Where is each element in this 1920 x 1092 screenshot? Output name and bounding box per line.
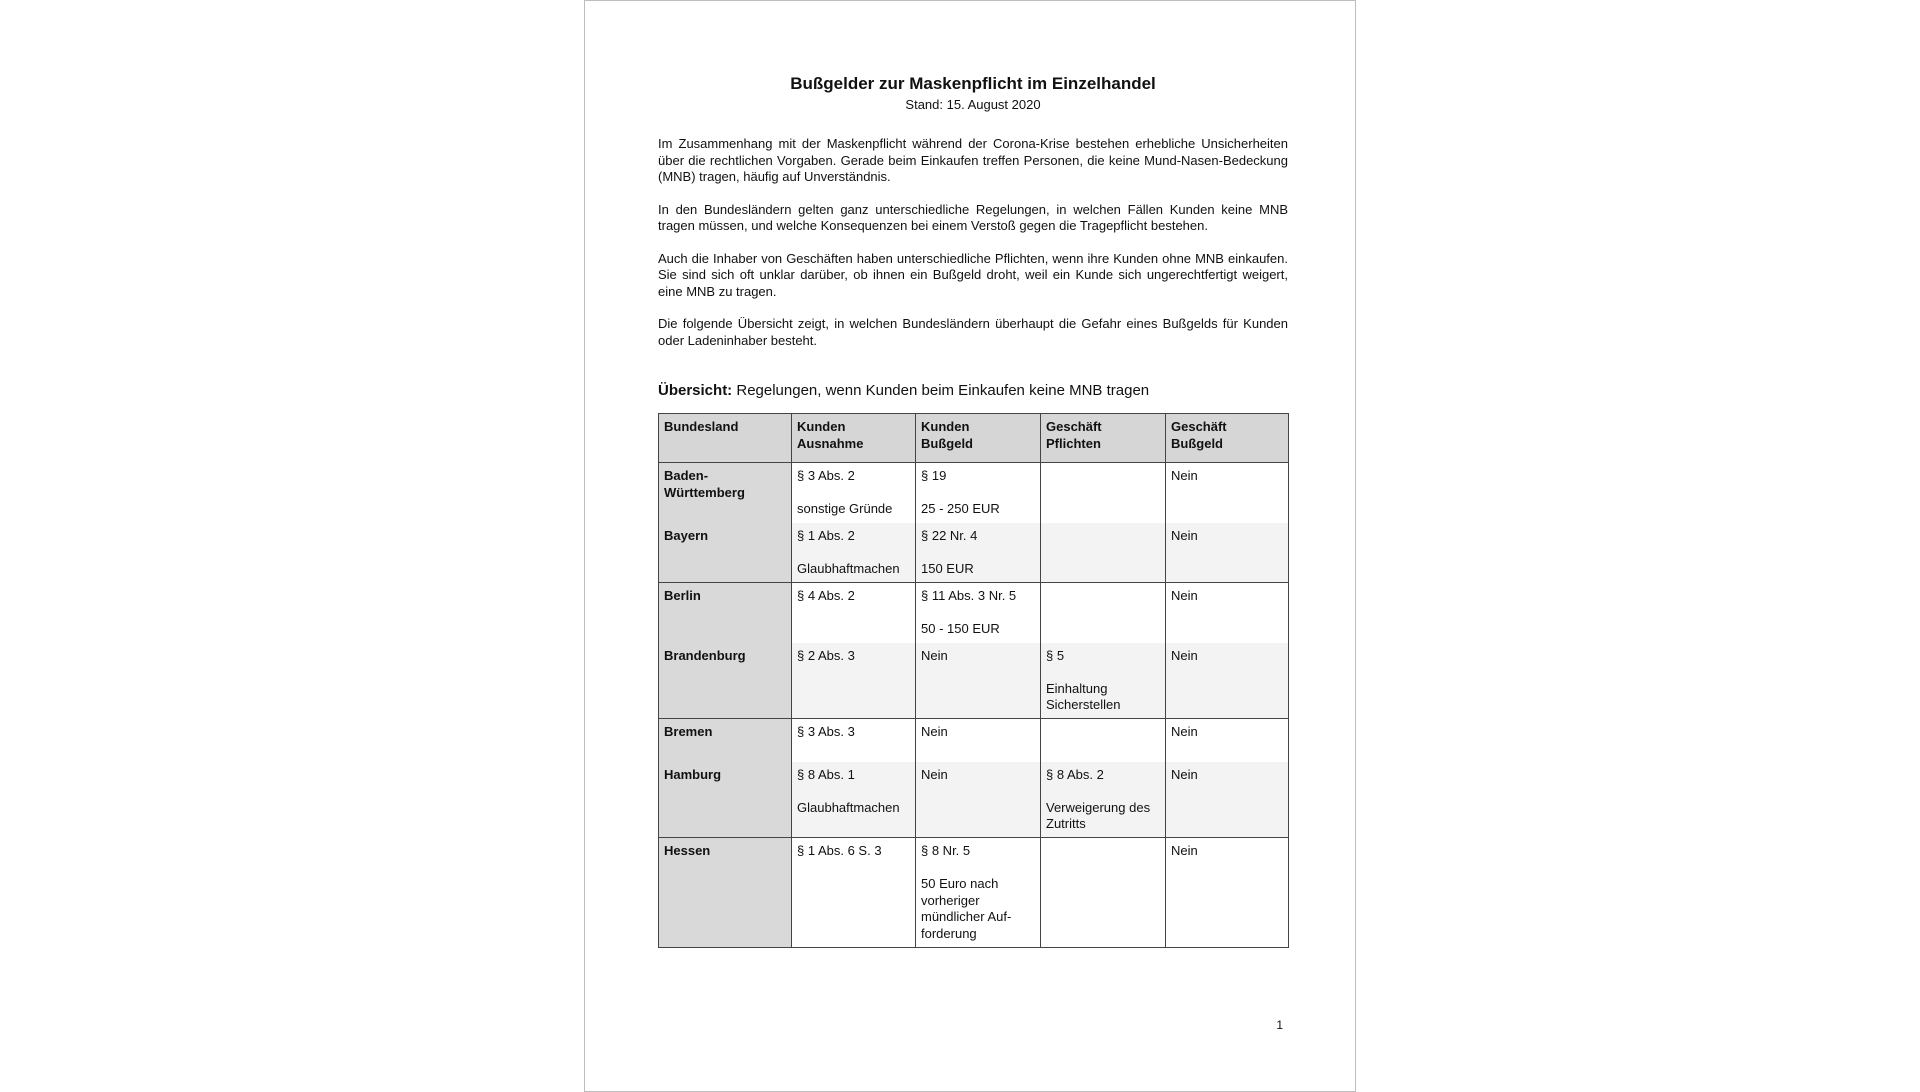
cell-state: Brandenburg <box>659 643 792 719</box>
document-page <box>584 0 1356 1092</box>
cell-pflichten: § 5 Einhaltung Sicherstellen <box>1041 643 1166 719</box>
cell-pflichten: § 8 Abs. 2 Verweigerung des Zutritts <box>1041 762 1166 838</box>
cell-bussgeld: Nein <box>916 643 1041 719</box>
table-row <box>659 523 1289 583</box>
header-bundesland: Bundesland <box>659 414 792 463</box>
paragraph: In den Bundesländern gelten ganz unterschiedliche Regelungen, in welchen Fällen Kunden keine MNB tragen müssen, und welche Konsequenzen bei einem Verstoß gegen die Tragepflicht bestehen. <box>658 201 1288 233</box>
cell-ausnahme: § 3 Abs. 2 sonstige Gründe <box>792 463 916 523</box>
cell-ausnahme: § 1 Abs. 6 S. 3 <box>792 838 916 948</box>
cell-pflichten <box>1041 583 1166 643</box>
cell-geschaeft-bussgeld: Nein <box>1166 838 1289 948</box>
cell-geschaeft-bussgeld: Nein <box>1166 719 1289 762</box>
overview-text: Regelungen, wenn Kunden beim Einkaufen keine MNB tragen <box>732 382 1150 399</box>
cell-ausnahme: § 2 Abs. 3 <box>792 643 916 719</box>
cell-bussgeld: § 8 Nr. 5 50 Euro nach vorheriger mündlicher Aufforderung <box>916 838 1041 948</box>
cell-bussgeld: § 22 Nr. 4 150 EUR <box>916 523 1041 583</box>
cell-bussgeld: Nein <box>916 719 1041 762</box>
cell-bussgeld: Nein <box>916 762 1041 838</box>
page-content <box>658 73 1288 948</box>
page-number: 1 <box>1276 1018 1283 1032</box>
cell-geschaeft-bussgeld: Nein <box>1166 463 1289 523</box>
cell-state: Bremen <box>659 719 792 762</box>
cell-state: Hessen <box>659 838 792 948</box>
paragraph: Im Zusammenhang mit der Maskenpflicht während der Corona-Krise bestehen erhebliche Unsicherheiten über die rechtlichen Vorgaben. Gerade beim Einkaufen treffen Personen, die keine Mund-Nasen-Bedeckung (MNB) tragen, häufig auf Unverständnis. <box>658 136 1288 184</box>
table-row <box>659 583 1289 643</box>
overview-caption <box>658 381 1288 400</box>
cell-bussgeld: § 19 25 - 250 EUR <box>916 463 1041 523</box>
cell-ausnahme: § 8 Abs. 1 Glaubhaftmachen <box>792 762 916 838</box>
cell-geschaeft-bussgeld: Nein <box>1166 583 1289 643</box>
table-row <box>659 719 1289 762</box>
cell-pflichten <box>1041 719 1166 762</box>
cell-pflichten <box>1041 523 1166 583</box>
cell-bussgeld: § 11 Abs. 3 Nr. 5 50 - 150 EUR <box>916 583 1041 643</box>
cell-state: Baden-Württemberg <box>659 463 792 523</box>
table-row <box>659 643 1289 719</box>
header-geschaeft-pflichten: Geschäft Pflichten <box>1041 414 1166 463</box>
cell-ausnahme: § 4 Abs. 2 <box>792 583 916 643</box>
cell-state: Bayern <box>659 523 792 583</box>
fines-table <box>658 413 1289 948</box>
header-kunden-bussgeld: Kunden Bußgeld <box>916 414 1041 463</box>
table-row <box>659 762 1289 838</box>
document-date: Stand: 15. August 2020 <box>905 97 1041 112</box>
cell-state: Hamburg <box>659 762 792 838</box>
header-kunden-ausnahme: Kunden Ausnahme <box>792 414 916 463</box>
header-geschaeft-bussgeld: Geschäft Bußgeld <box>1166 414 1289 463</box>
paragraph: Die folgende Übersicht zeigt, in welchen Bundesländern überhaupt die Gefahr eines Bußgelds für Kunden oder Ladeninhaber besteht. <box>658 316 1288 348</box>
document-title: Bußgelder zur Maskenpflicht im Einzelhandel <box>790 74 1156 93</box>
cell-ausnahme: § 3 Abs. 3 <box>792 719 916 762</box>
cell-pflichten <box>1041 838 1166 948</box>
cell-state: Berlin <box>659 583 792 643</box>
cell-geschaeft-bussgeld: Nein <box>1166 643 1289 719</box>
table-header-row <box>659 414 1289 463</box>
cell-geschaeft-bussgeld: Nein <box>1166 762 1289 838</box>
cell-ausnahme: § 1 Abs. 2 Glaubhaftmachen <box>792 523 916 583</box>
paragraph: Auch die Inhaber von Geschäften haben unterschiedliche Pflichten, wenn ihre Kunden ohne MNB einkaufen. Sie sind sich oft unklar darüber, ob ihnen ein Bußgeld droht, weil ein Kunde sich ungerechtfertigt weigert, eine MNB zu tragen. <box>658 250 1288 299</box>
table-row <box>659 838 1289 948</box>
table-row <box>659 463 1289 523</box>
cell-pflichten <box>1041 463 1166 523</box>
cell-geschaeft-bussgeld: Nein <box>1166 523 1289 583</box>
overview-label: Übersicht: <box>658 382 733 399</box>
